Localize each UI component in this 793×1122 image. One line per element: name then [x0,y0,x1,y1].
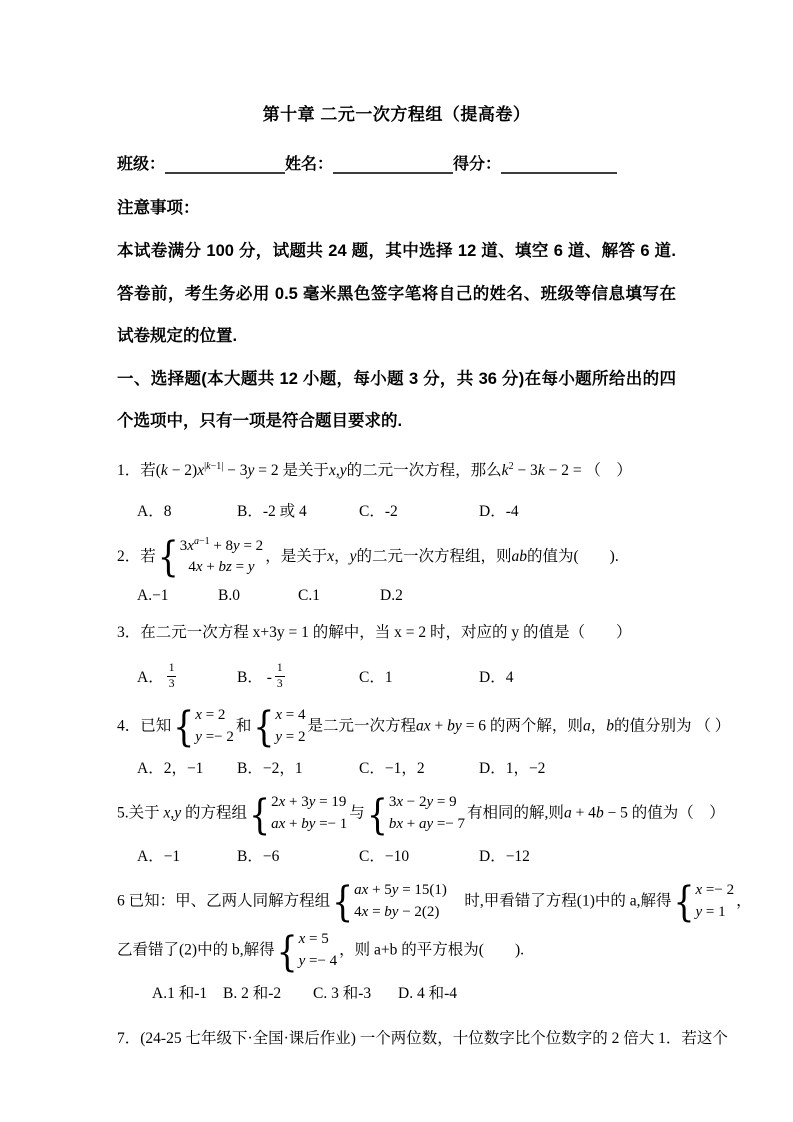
question-3 [117,619,676,691]
option-d: D.2 [380,587,403,605]
question-1 [117,453,676,521]
option-b: B．-2 或 4 [237,502,307,520]
option-c: C.1 [298,587,320,605]
question-6 [117,877,752,1003]
question-5-text: 5.关于 x,y 的方程组 { 2x + 3y = 19 ax + by =− 1 与 { 3x − 2y = 9 bx + ay =− 7 有相同的解,则a + 4b − 5 的值为（ ） [117,789,725,839]
class-field-blank [165,153,285,174]
question-4-options [137,756,676,778]
question-1-options [137,499,676,521]
option-d: D．-4 [479,502,519,520]
option-c: C. 3 和-3 [313,984,372,1002]
class-field-label: 班级： [117,156,166,173]
question-3-options [137,661,676,691]
option-c: C．1 [359,669,393,687]
question-7 [117,1025,728,1053]
option-c: C．−10 [359,847,410,865]
question-3-text: 3．在二元一次方程 x+3y = 1 的解中，当 x = 2 时，对应的 y 的值是（ ） [117,624,632,642]
question-4-text: 4．已知 { x = 2 y =− 2 和 { x = 4 y = 2 是二元一次方程ax + by = 6 的两个解，则a，b的值分别为 （ ） [117,702,731,752]
option-b: B. 2 和-2 [223,984,282,1002]
question-2 [117,532,676,606]
question-2-text: 2．若 { $3x^{a-1} + 8y = 2$ 4x + bz = y ，是关于x，y的二元一次方程组，则ab的值为( ). [117,532,619,582]
notice-body: 本试卷满分 100 分，试题共 24 题，其中选择 12 道、填空 6 道、解答 6 道.答卷前，考生务必用 0.5 毫米黑色签字笔将自己的姓名、班级等信息填写在试卷规定的位置. [117,242,676,345]
question-1-text: 1．若$(k - 2)x^{|k-1|} - 3y = 2$ 是关于x,y的二元一次方程，那么$k^2 - 3k - 2$ = （ ） [117,460,632,479]
section-one-heading: 一、选择题(本大题共 12 小题，每小题 3 分，共 36 分)在每小题所给出的四个选项中，只有一项是符合题目要求的. [117,369,676,430]
question-7-text: 7．(24-25 七年级下·全国·课后作业) 一个两位数，十位数字比个位数字的 2 倍大 1．若这个 [117,1029,728,1047]
page-title: 第十章 二元一次方程组（提高卷） [262,105,531,124]
option-d: D．1，−2 [479,760,546,778]
question-6-text-line2: 乙看错了(2)中的 b,解得 { x = 5 y =− 4 ，则 a+b 的平方根为( ). [117,926,524,976]
option-d: D．−12 [479,847,530,865]
option-d: D. 4 和-4 [398,984,457,1002]
option-b: B．−6 [237,847,280,865]
option-a: A.−1 [137,587,169,605]
option-b: B．−2，1 [237,760,303,778]
option-a: A．−1 [137,847,181,865]
name-field-label: 姓名： [285,156,334,173]
question-2-options [137,587,676,605]
score-field-label: 得分： [453,156,502,173]
option-b: B． - $\frac{1}{3}$ [237,662,283,690]
option-d: D．4 [479,669,514,687]
option-a: A.1 和-1 [152,984,208,1002]
question-4 [117,702,731,779]
option-a: A．2，−1 [137,760,204,778]
score-field-blank [501,153,617,174]
notice-heading: 注意事项： [117,199,200,217]
option-c: C．-2 [359,502,398,520]
name-field-blank [333,153,453,174]
question-6-options [152,981,676,1003]
question-5 [117,789,725,866]
option-c: C．−1，2 [359,760,425,778]
option-a: A．8 [137,502,172,520]
option-b: B.0 [218,587,240,605]
question-6-text-line1: 6 已知：甲、乙两人同解方程组 { ax + 5y = 15(1) 4x = by − 2(2) 时,甲看错了方程(1)中的 a,解得 { x =− 2 y = 1 ， [117,877,752,927]
option-a: A． $\frac{1}{3}$ [137,662,175,690]
student-info-row [117,151,676,174]
question-5-options [137,844,676,866]
